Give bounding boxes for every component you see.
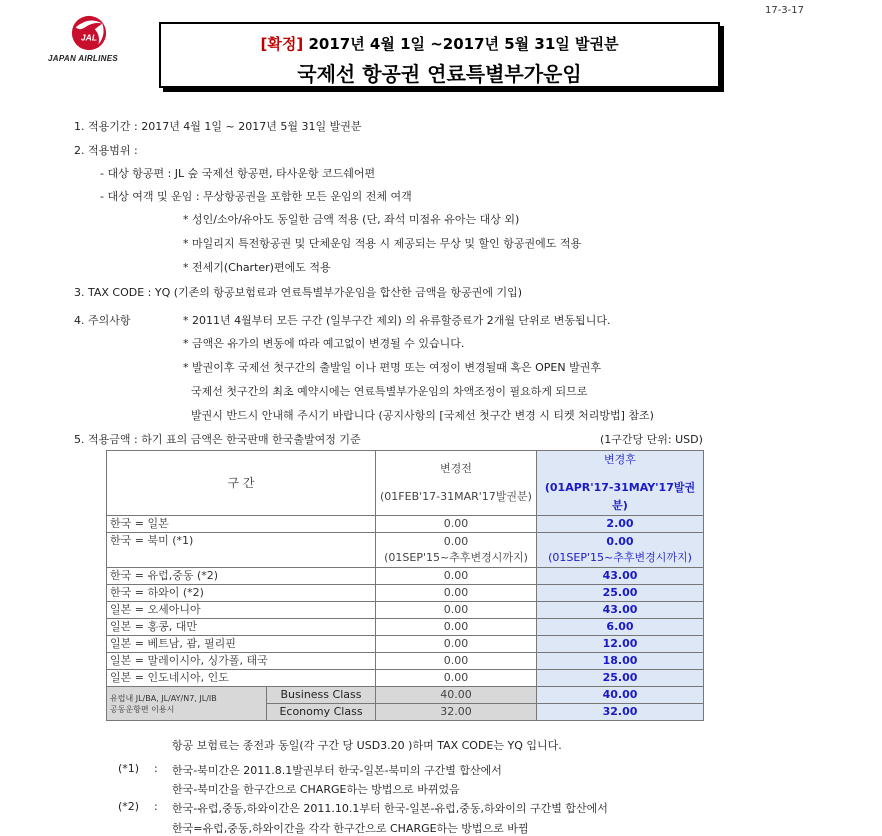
table-row <box>107 636 704 653</box>
table-header-row <box>107 451 704 516</box>
table-row <box>107 585 704 602</box>
header-after-label: 변경후 <box>604 453 636 466</box>
before-cell: 0.00 <box>376 653 537 670</box>
header-before <box>376 451 537 516</box>
after-cell: 25.00 <box>537 585 704 602</box>
logo-brand-text: JAPAN AIRLINES <box>48 54 118 63</box>
caution-3c: 발권시 반드시 안내해 주시기 바랍니다 (공지사항의 [국제선 첫구간 변경 시 티켓 처리방법] 참조) <box>191 409 654 422</box>
title-period <box>161 33 718 54</box>
note1-colon: : <box>154 762 158 775</box>
header-after <box>537 451 704 516</box>
before-cell: 0.00 <box>376 602 537 619</box>
caution-3: * 발권이후 국제선 첫구간의 출발일 이나 편명 또는 여정이 변경될때 혹은 OPEN 발권후 <box>183 361 601 374</box>
after-cell: 32.00 <box>537 704 704 721</box>
after-cell <box>537 533 704 568</box>
item-caution: 4. 주의사항 <box>74 314 131 327</box>
eu-label-line1: 유럽내 JL/BA, JL/AY/N7, JL/IB <box>110 693 217 703</box>
item-note-mileage: * 마일리지 특전항공권 및 단체운임 적용 시 제공되는 무상 및 할인 항공권에도 적용 <box>183 237 582 250</box>
route-cell: 한국 = 북미 (*1) <box>107 533 376 568</box>
before-note: (01SEP'15~추후변경시까지) <box>384 551 528 564</box>
route-cell: 일본 = 인도네시아, 인도 <box>107 670 376 687</box>
note1-text-a: 한국-북미간은 2011.8.1발권부터 한국-일본-북미의 구간별 합산에서 <box>172 764 502 777</box>
crane-logo-icon <box>70 14 108 52</box>
after-value: 0.00 <box>606 535 634 548</box>
route-cell: 일본 = 베트남, 괌, 필리핀 <box>107 636 376 653</box>
note2-text-a: 한국-유럽,중동,하와이간은 2011.10.1부터 한국-일본-유럽,중동,하와이의 구간별 합산에서 <box>172 802 608 815</box>
note2-mark: (*2) <box>118 800 140 813</box>
before-cell: 0.00 <box>376 670 537 687</box>
class-cell: Economy Class <box>267 704 376 721</box>
after-cell: 40.00 <box>537 687 704 704</box>
caution-2: * 금액은 유가의 변동에 따라 예고없이 변경될 수 있습니다. <box>183 337 465 350</box>
jal-logo <box>18 14 148 64</box>
item-scope: 2. 적용범위 : <box>74 144 138 157</box>
insurance-note: 항공 보험료는 종전과 동일(각 구간 당 USD3.20 )하며 TAX CODE는 YQ 입니다. <box>172 739 562 752</box>
fuel-surcharge-table <box>106 450 704 721</box>
table-row <box>107 670 704 687</box>
document-date: 17-3-17 <box>764 5 804 16</box>
before-cell <box>376 533 537 568</box>
eu-codeshare-label <box>107 687 267 721</box>
before-cell: 0.00 <box>376 516 537 533</box>
item-period: 1. 적용기간 : 2017년 4월 1일 ~ 2017년 5월 31일 발권분 <box>74 120 362 133</box>
header-before-period: (01FEB'17-31MAR'17발권분) <box>380 490 532 503</box>
item-amount: 5. 적용금액 : 하기 표의 금액은 한국판매 한국출발여정 기준 <box>74 433 361 446</box>
eu-label-line2: 공동운항편 이용시 <box>110 704 175 714</box>
class-cell: Business Class <box>267 687 376 704</box>
route-cell: 한국 = 일본 <box>107 516 376 533</box>
before-cell: 0.00 <box>376 585 537 602</box>
route-cell: 한국 = 유럽,중동 (*2) <box>107 568 376 585</box>
page-title: 국제선 항공권 연료특별부가운임 <box>297 62 582 86</box>
before-cell: 0.00 <box>376 619 537 636</box>
before-cell: 0.00 <box>376 568 537 585</box>
table-row <box>107 602 704 619</box>
table-row <box>107 568 704 585</box>
table-row <box>107 619 704 636</box>
note1-mark: (*1) <box>118 762 140 775</box>
caution-1: * 2011년 4월부터 모든 구간 (일부구간 제외) 의 유류할증료가 2개월 단위로 변동됩니다. <box>183 314 611 327</box>
unit-label: (1구간당 단위: USD) <box>600 433 703 446</box>
caution-3b: 국제선 첫구간의 최초 예약시에는 연료특별부가운임의 차액조정이 필요하게 되므로 <box>191 385 588 398</box>
item-note-charter: * 전세기(Charter)편에도 적용 <box>183 261 331 274</box>
item-passengers: - 대상 여객 및 운임 : 무상항공권을 포함한 모든 운임의 전체 여객 <box>100 190 412 203</box>
after-cell: 6.00 <box>537 619 704 636</box>
table-row-business <box>107 687 704 704</box>
route-cell: 일본 = 오세아니아 <box>107 602 376 619</box>
note2-text-b: 한국=유럽,중동,하와이간을 각각 한구간으로 CHARGE하는 방법으로 바뀜 <box>172 822 529 835</box>
after-note: (01SEP'15~추후변경시까지) <box>548 551 692 564</box>
header-after-period: (01APR'17-31MAY'17발권분) <box>544 481 696 512</box>
after-cell: 43.00 <box>537 568 704 585</box>
table-row <box>107 516 704 533</box>
item-flights: - 대상 항공편 : JL 숲 국제선 항공편, 타사운항 코드쉐어편 <box>100 167 376 180</box>
logo-mark-text: JAL <box>80 32 98 43</box>
note2-colon: : <box>154 800 158 813</box>
header-route: 구 간 <box>107 451 376 516</box>
after-cell: 25.00 <box>537 670 704 687</box>
before-cell: 40.00 <box>376 687 537 704</box>
note1-text-b: 한국-북미간을 한구간으로 CHARGE하는 방법으로 바뀌었음 <box>172 783 460 796</box>
item-note-child: * 성인/소아/유아도 동일한 금액 적용 (단, 좌석 미점유 유아는 대상 외) <box>183 213 520 226</box>
route-cell: 일본 = 말레이시아, 싱가폴, 태국 <box>107 653 376 670</box>
route-cell: 일본 = 홍콩, 대만 <box>107 619 376 636</box>
table-row <box>107 533 704 568</box>
route-cell: 한국 = 하와이 (*2) <box>107 585 376 602</box>
title-period-text: 2017년 4월 1일 ~2017년 5월 31일 발권분 <box>303 35 619 53</box>
after-cell: 12.00 <box>537 636 704 653</box>
before-cell: 0.00 <box>376 636 537 653</box>
table-row <box>107 653 704 670</box>
confirmed-tag: [확정] <box>260 35 304 53</box>
before-cell: 32.00 <box>376 704 537 721</box>
header-before-label: 변경전 <box>440 462 472 475</box>
item-tax-code: 3. TAX CODE : YQ (기존의 항공보험료과 연료특별부가운임을 합산한 금액을 항공권에 기입) <box>74 286 523 299</box>
after-cell: 2.00 <box>537 516 704 533</box>
before-value: 0.00 <box>443 535 469 548</box>
after-cell: 18.00 <box>537 653 704 670</box>
title-box <box>159 22 720 88</box>
after-cell: 43.00 <box>537 602 704 619</box>
